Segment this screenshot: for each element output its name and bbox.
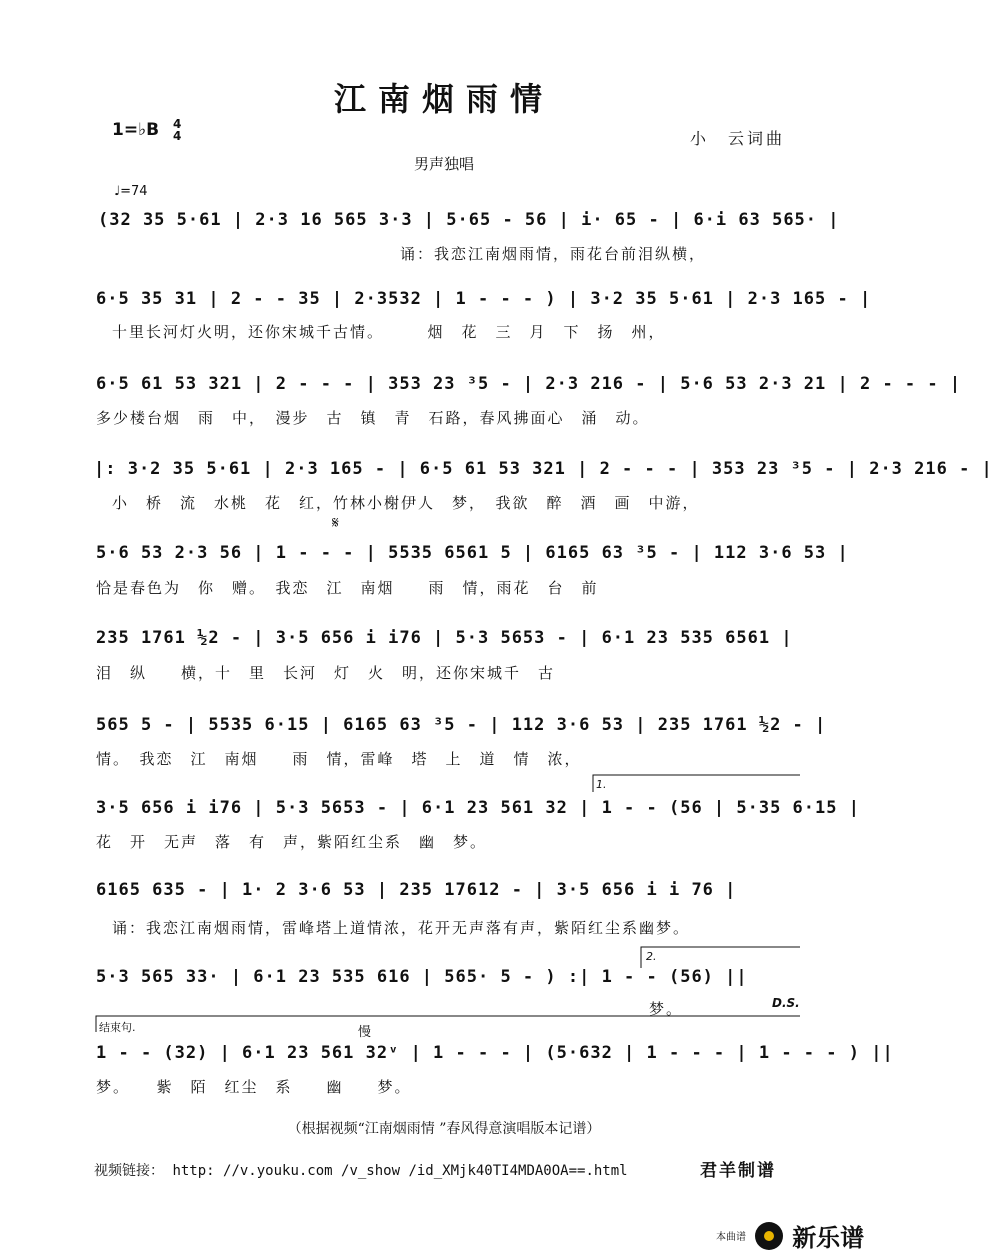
staff-notes-10: 5·3 565 33· | 6·1 23 535 616 | 565· 5 - ) :| 1 - - (56) ||	[96, 967, 748, 987]
staff-lyrics-8: 花 开 无声 落 有 声，紫陌红尘系 幽 梦。	[96, 833, 488, 851]
ds-marking: D.S.	[772, 996, 800, 1010]
staff-lyrics-10: 梦。	[649, 1000, 684, 1018]
transcriber-signature: 君羊制谱	[700, 1161, 776, 1181]
ending-bracket	[96, 1016, 800, 1032]
staff-notes-5: 5·6 53 2·3 56 | 1 - - - | 5535 6561 5 | 6165 63 ³5 - | 112 3·6 53 |	[96, 543, 849, 563]
meter-top: 4	[172, 117, 182, 131]
staff-notes-9: 6165 635 - | 1· 2 3·6 53 | 235 17612 - | 3·5 656 i i 76 |	[96, 880, 737, 900]
staff-lyrics-6: 泪 纵 横，十 里 长河 灯 火 明，还你宋城千 古	[96, 664, 556, 682]
volta-1-bracket	[593, 775, 800, 792]
segno-sign: 𝄋	[332, 513, 339, 532]
staff-notes-4: |: 3·2 35 5·61 | 2·3 165 - | 6·5 61 53 321 | 2 - - - | 353 23 ³5 - | 2·3 216 - |	[94, 459, 993, 479]
staff-notes-1: (32 35 5·61 | 2·3 16 565 3·3 | 5·65 - 56 | i· 65 - | 6·i 63 565· |	[98, 210, 840, 230]
key-label: 1=♭B	[112, 120, 160, 140]
volta-2-label: 2.	[646, 950, 657, 963]
staff-lyrics-7: 情。 我恋 江 南烟 雨 情，雷峰 塔 上 道 情 浓，	[96, 750, 582, 768]
staff-lyrics-1: 诵：我恋江南烟雨情，雨花台前泪纵横，	[400, 245, 707, 263]
composer-credit: 小 云词曲	[690, 129, 786, 148]
staff-notes-3: 6·5 61 53 321 | 2 - - - | 353 23 ³5 - | 2·3 216 - | 5·6 53 2·3 21 | 2 - - - |	[96, 374, 962, 394]
ending-label: 结束句.	[99, 1021, 136, 1034]
logo-text: 新乐谱	[792, 1224, 865, 1252]
staff-lyrics-5: 恰是春色为 你 赠。 我恋 江 南烟 雨 情，雨花 台 前	[96, 579, 599, 597]
staff-notes-8: 3·5 656 i i76 | 5·3 5653 - | 6·1 23 561 32 | 1 - - (56 | 5·35 6·15 |	[96, 798, 860, 818]
tempo-marking: ♩=74	[114, 184, 148, 199]
staff-lyrics-3: 多少楼台烟 雨 中， 漫步 古 镇 青 石路，春风拂面心 涌 动。	[96, 409, 650, 427]
staff-lyrics-2: 十里长河灯火明，还你宋城千古情。 烟 花 三 月 下 扬 州，	[112, 323, 666, 341]
staff-notes-2: 6·5 35 31 | 2 - - 35 | 2·3532 | 1 - - - ) | 3·2 35 5·61 | 2·3 165 - |	[96, 289, 872, 309]
video-link-url[interactable]: http: //v.youku.com /v_show /id_XMjk40TI4MDA0OA==.html	[172, 1163, 628, 1179]
video-link-label: 视频链接：	[94, 1163, 164, 1179]
record-disc-icon	[755, 1222, 783, 1250]
video-link[interactable]	[94, 1160, 628, 1180]
meter-bottom: 4	[172, 129, 182, 143]
staff-notes-7: 565 5 - | 5535 6·15 | 6165 63 ³5 - | 112 3·6 53 | 235 1761 ½2 - |	[96, 715, 827, 735]
logo-small-text: 本曲谱	[716, 1232, 746, 1243]
staff-lyrics-9: 诵：我恋江南烟雨情，雷峰塔上道情浓，花开无声落有声，紫陌红尘系幽梦。	[112, 919, 691, 937]
staff-lyrics-11: 梦。 紫 陌 红尘 系 幽 梦。	[96, 1078, 412, 1096]
song-title: 江南烟雨情	[333, 80, 554, 118]
staff-notes-11: 1 - - (32) | 6·1 23 561 32ᵛ | 1 - - - | (5·632 | 1 - - - | 1 - - - ) ||	[96, 1043, 894, 1063]
slow-marking: 慢	[358, 1025, 372, 1040]
staff-notes-6: 235 1761 ½2 - | 3·5 656 i i76 | 5·3 5653 - | 6·1 23 535 6561 |	[96, 628, 793, 648]
staff-lyrics-4: 小 桥 流 水桃 花 红，竹林小榭伊人 梦， 我欲 醉 酒 画 中游，	[112, 494, 700, 512]
volta-2-bracket	[641, 947, 800, 968]
volta-1-label: 1.	[596, 778, 607, 791]
performer-label: 男声独唱	[413, 155, 474, 173]
site-logo	[716, 1218, 864, 1253]
transcription-note: （根据视频“江南烟雨情 ”春风得意演唱版本记谱）	[287, 1121, 601, 1137]
